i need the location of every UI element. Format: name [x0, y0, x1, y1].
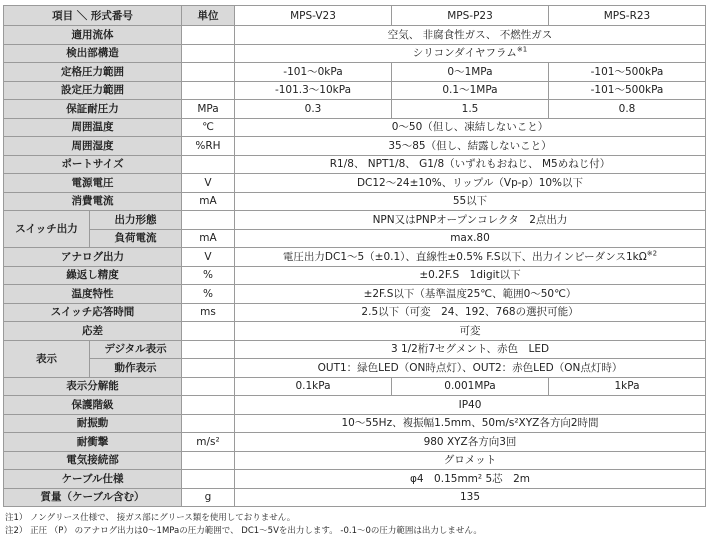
row-set-range: 設定圧力範囲 -101.3～10kPa 0.1～1MPa -101～500kPa — [4, 81, 706, 100]
row-analog-output: アナログ出力 V 電圧出力DC1～5（±0.1）、直線性±0.5% F.S以下、出力インピーダンス$1k\Omega^{※2}$ — [4, 248, 706, 267]
footnote-1: 注1） ノングリース仕様で、 接ガス部にグリース類を使用しておりません。 — [5, 513, 296, 523]
spec-table — [3, 5, 706, 507]
row-switch-output-load: 負荷電流 mA max.80 — [4, 229, 706, 248]
row-port-size: ポートサイズ R1/8、 NPT1/8、 G1/8（いずれもおねじ、 M5めねじ付） — [4, 155, 706, 174]
row-fluid: 適用流体 空気、 非腐食性ガス、 不燃性ガス — [4, 26, 706, 45]
model-v23: MPS-V23 — [235, 6, 392, 26]
row-protection: 保護階級 IP40 — [4, 396, 706, 415]
header-row — [4, 6, 706, 26]
row-cable: ケーブル仕様 φ4 0.15mm² 5芯 2m — [4, 470, 706, 489]
row-vibration: 耐振動 10～55Hz、複振幅1.5mm、50m/s²XYZ各方向2時間 — [4, 414, 706, 433]
row-connection: 電気接続部 グロメット — [4, 451, 706, 470]
model-r23: MPS-R23 — [549, 6, 706, 26]
row-proof-pressure: 保証耐圧力 MPa 0.3 1.5 0.8 — [4, 100, 706, 119]
row-repeatability: 繰返し精度 % ±0.2F.S 1digit以下 — [4, 266, 706, 285]
header-item: 項目 ＼ 形式番号 — [4, 6, 182, 26]
note-marker-1: ※1 — [516, 45, 528, 54]
row-shock: 耐衝撃 m/s² 980 XYZ各方向3回 — [4, 433, 706, 452]
row-temp-characteristic: 温度特性 % ±2F.S以下（基準温度25℃、範囲0～50℃） — [4, 285, 706, 304]
row-current: 消費電流 mA 55以下 — [4, 192, 706, 211]
header-unit: 単位 — [182, 6, 235, 26]
row-display-operation: 動作表示 OUT1：緑色LED（ON時点灯）、OUT2：赤色LED（ON点灯時） — [4, 359, 706, 378]
footnote-2: 注2） 正圧 （P） のアナログ出力は0～1MPaの圧力範囲で、 DC1～5Vを出力します。 -0.1～0の圧力範囲は出力しません。 — [5, 525, 482, 536]
row-sensor: 検出部構造 シリコンダイヤフラム$^{※1}$ — [4, 44, 706, 63]
row-temperature: 周囲温度 ℃ 0～50（但し、凍結しないこと） — [4, 118, 706, 137]
row-resolution: 表示分解能 0.1kPa 0.001MPa 1kPa — [4, 377, 706, 396]
row-rated-range: 定格圧力範囲 -101～0kPa 0～1MPa -101～500kPa — [4, 63, 706, 82]
row-mass: 質量（ケーブル含む） g 135 — [4, 488, 706, 507]
row-response-time: スイッチ応答時間 ms 2.5以下（可変 24、192、768の選択可能） — [4, 303, 706, 322]
footnotes — [5, 512, 482, 537]
model-p23: MPS-P23 — [392, 6, 549, 26]
row-display-digital: 表示 デジタル表示 3 1/2桁7セグメント、赤色 LED — [4, 340, 706, 359]
row-switch-output-form: スイッチ出力 出力形態 NPN又はPNPオープンコレクタ 2点出力 — [4, 211, 706, 230]
row-humidity: 周囲湿度 %RH 35～85（但し、結露しないこと） — [4, 137, 706, 156]
note-marker-2: ※2 — [646, 249, 658, 258]
row-voltage: 電源電圧 V DC12～24±10%、リップル（Vp-p）10%以下 — [4, 174, 706, 193]
row-hysteresis: 応差 可変 — [4, 322, 706, 341]
